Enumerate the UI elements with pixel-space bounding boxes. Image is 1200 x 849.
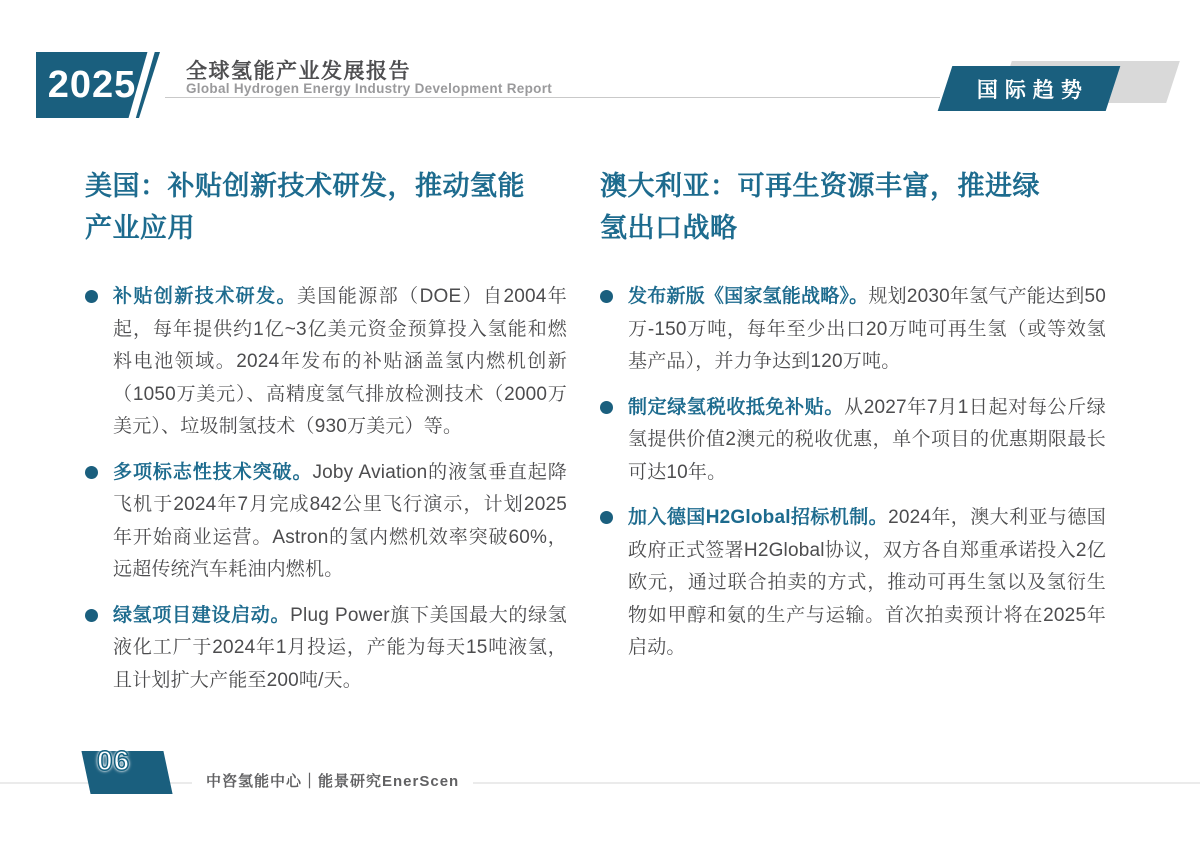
bullet-text: Joby Aviation的液氢垂直起降飞机于2024年7月完成842公里飞行演示，计划2025年开始商业运营。Astron的氢内燃机效率突破60%，远超传统汽车耗油内燃机。 bbox=[113, 461, 567, 580]
bullet-item bbox=[600, 392, 1106, 490]
bullet-item bbox=[85, 281, 567, 444]
bullet-lead: 加入德国H2Global招标机制。 bbox=[628, 507, 889, 528]
bullet-dot-icon bbox=[600, 511, 613, 524]
bullet-dot-icon bbox=[85, 466, 98, 479]
bullet-text: 从2027年7月1日起对每公斤绿氢提供价值2澳元的税收优惠，单个项目的优惠期限最长可达10年。 bbox=[628, 396, 1106, 483]
section-heading-usa: 美国：补贴创新技术研发，推动氢能产业应用 bbox=[85, 171, 525, 243]
bullet-item bbox=[600, 502, 1106, 665]
section-badge-label: 国际趋势 bbox=[976, 78, 1089, 102]
report-title-zh: 全球氢能产业发展报告 bbox=[186, 60, 411, 83]
bullet-lead: 绿氢项目建设启动。 bbox=[113, 604, 291, 626]
header-divider bbox=[165, 97, 940, 98]
section-heading-australia: 澳大利亚：可再生资源丰富，推进绿氢出口战略 bbox=[600, 171, 1040, 243]
bullet-lead: 补贴创新技术研发。 bbox=[113, 286, 297, 307]
footer-divider bbox=[0, 782, 1200, 784]
bullet-lead: 制定绿氢税收抵免补贴。 bbox=[628, 396, 845, 418]
bullet-text: Plug Power旗下美国最大的绿氢液化工厂于2024年1月投运，产能为每天15吨液氢，且计划扩大产能至200吨/天。 bbox=[113, 604, 567, 691]
bullet-item bbox=[600, 281, 1106, 379]
bullet-text: 2024年，澳大利亚与德国政府正式签署H2Global协议，双方各自郑重承诺投入2亿欧元，通过联合拍卖的方式，推动可再生氢以及氢衍生物如甲醇和氨的生产与运输。首次拍卖预计将在2025年启动。 bbox=[628, 507, 1106, 658]
bullet-lead: 发布新版《国家氢能战略》。 bbox=[628, 286, 869, 307]
bullet-lead: 多项标志性技术突破。 bbox=[113, 461, 313, 483]
bullet-item bbox=[85, 600, 567, 698]
bullet-dot-icon bbox=[600, 290, 613, 303]
bullet-text: 美国能源部（DOE）自2004年起，每年提供约1亿~3亿美元资金预算投入氢能和燃料电池领域。2024年发布的补贴涵盖氢内燃机创新（1050万美元）、高精度氢气排放检测技术（2000万美元）、垃圾制氢技术（930万美元）等。 bbox=[113, 286, 567, 437]
footer-org-label: 中咨氢能中心｜能景研究EnerScen bbox=[192, 770, 473, 794]
report-title-en: Global Hydrogen Energy Industry Development Report bbox=[186, 81, 553, 96]
column-australia bbox=[600, 165, 1106, 678]
bullet-item bbox=[85, 457, 567, 587]
bullet-dot-icon bbox=[85, 290, 98, 303]
bullet-dot-icon bbox=[600, 401, 613, 414]
column-usa bbox=[85, 165, 567, 710]
page-number: 06 bbox=[97, 745, 131, 776]
section-badge bbox=[938, 66, 1121, 111]
year-label: 2025 bbox=[47, 63, 137, 106]
bullet-dot-icon bbox=[85, 609, 98, 622]
bullet-text: 规划2030年氢气产能达到50万-150万吨，每年至少出口20万吨可再生氢（或等效氢基产品），并力争达到120万吨。 bbox=[628, 286, 1106, 372]
